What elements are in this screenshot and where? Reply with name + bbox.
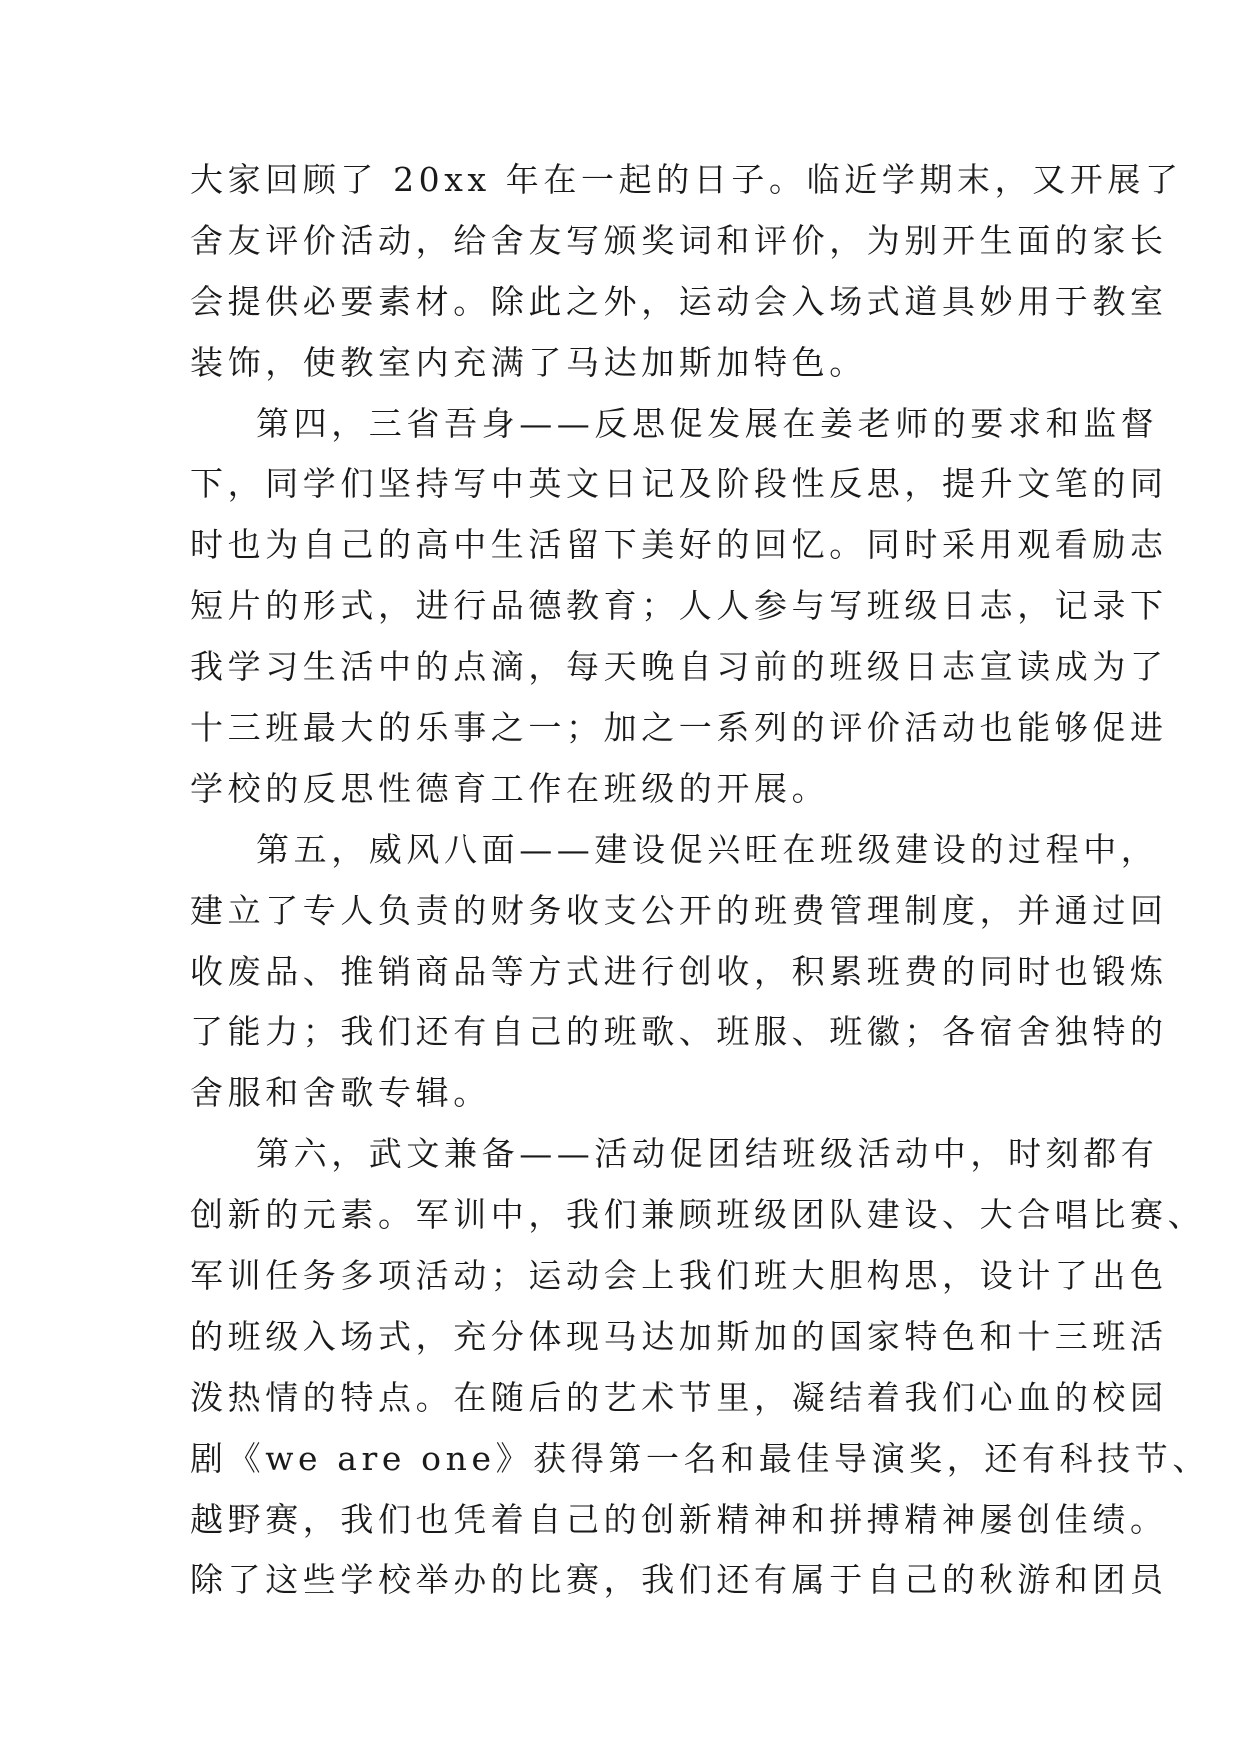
text-line: 时也为自己的高中生活留下美好的回忆。同时采用观看励志 xyxy=(190,525,1168,565)
text-line: 装饰，使教室内充满了马达加斯加特色。 xyxy=(190,342,867,382)
text-line: 收废品、推销商品等方式进行创收，积累班费的同时也锻炼 xyxy=(190,951,1168,991)
text-line: 学校的反思性德育工作在班级的开展。 xyxy=(190,768,830,808)
text-line: 大家回顾了 20xx 年在一起的日子。临近学期末，又开展了 xyxy=(190,160,1183,199)
text-line: 军训任务多项活动；运动会上我们班大胆构思，设计了出色 xyxy=(190,1256,1168,1296)
text-line: 泼热情的特点。在随后的艺术节里，凝结着我们心血的校园 xyxy=(190,1377,1168,1417)
text-line: 的班级入场式，充分体现马达加斯加的国家特色和十三班活 xyxy=(190,1316,1168,1356)
text-line: 了能力；我们还有自己的班歌、班服、班徽；各宿舍独特的 xyxy=(190,1012,1168,1052)
paragraph-first-line: 第四，三省吾身——反思促发展在姜老师的要求和监督 xyxy=(256,403,1159,443)
paragraph-first-line: 第六，武文兼备——活动促团结班级活动中，时刻都有 xyxy=(256,1134,1159,1174)
text-line: 舍服和舍歌专辑。 xyxy=(190,1073,491,1113)
text-line: 建立了专人负责的财务收支公开的班费管理制度，并通过回 xyxy=(190,890,1168,930)
text-line: 越野赛，我们也凭着自己的创新精神和拼搏精神屡创佳绩。 xyxy=(190,1499,1168,1539)
text-line: 十三班最大的乐事之一；加之一系列的评价活动也能够促进 xyxy=(190,708,1168,748)
text-line: 我学习生活中的点滴，每天晚自习前的班级日志宣读成为了 xyxy=(190,647,1168,687)
text-line: 下，同学们坚持写中英文日记及阶段性反思，提升文笔的同 xyxy=(190,464,1168,504)
text-line: 创新的元素。军训中，我们兼顾班级团队建设、大合唱比赛、 xyxy=(190,1195,1206,1235)
text-line: 会提供必要素材。除此之外，运动会入场式道具妙用于教室 xyxy=(190,281,1168,321)
text-line: 短片的形式，进行品德教育；人人参与写班级日志，记录下 xyxy=(190,586,1168,626)
text-line: 舍友评价活动，给舍友写颁奖词和评价，为别开生面的家长 xyxy=(190,220,1168,260)
text-line: 除了这些学校举办的比赛，我们还有属于自己的秋游和团员 xyxy=(190,1560,1168,1600)
text-line: 剧《we are one》获得第一名和最佳导演奖，还有科技节、 xyxy=(190,1438,1210,1478)
body-text xyxy=(190,150,1210,1611)
paragraph-first-line: 第五，威风八面——建设促兴旺在班级建设的过程中， xyxy=(256,829,1159,869)
